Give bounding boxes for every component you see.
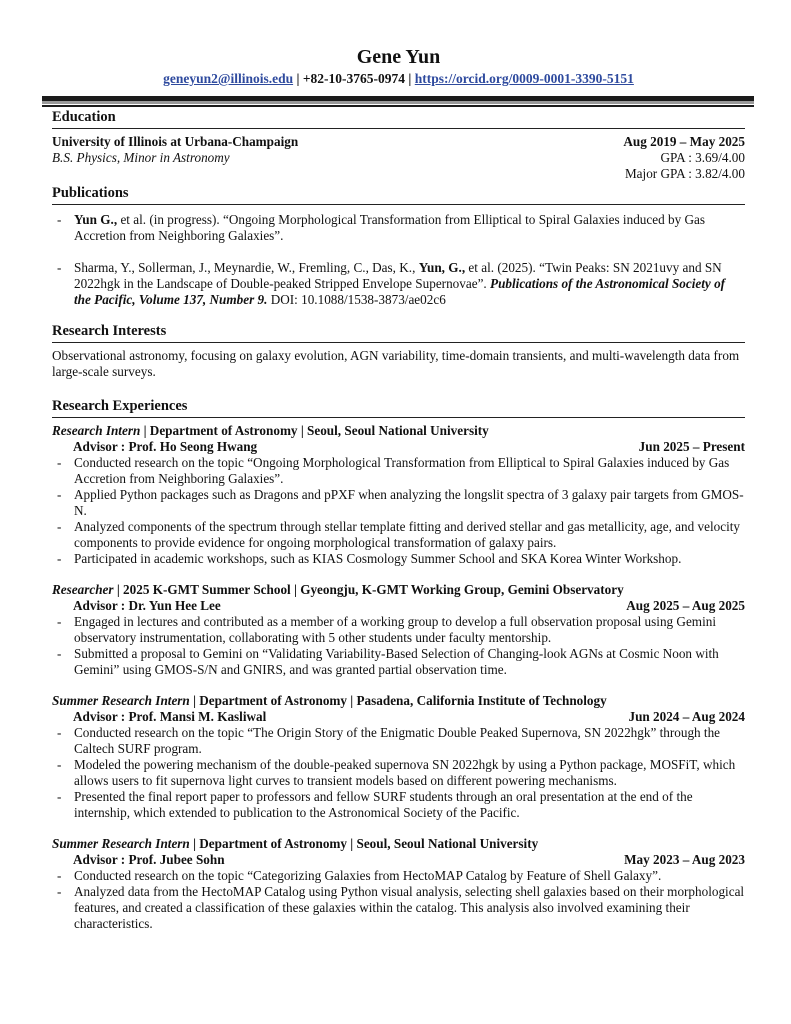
doi: DOI: 10.1088/1538-3873/ae02c6 <box>267 292 446 307</box>
experience-bullets <box>52 614 745 678</box>
gpa: GPA : 3.69/4.00 <box>660 150 745 165</box>
experience-role: Summer Research Intern <box>52 836 190 851</box>
bullet-item: - Modeled the powering mechanism of the double-peaked supernova SN 2022hgk by using a Python package, MOSFiT, which allows users to fit supernova light curves to transient models based on different powering mechanisms. <box>52 757 745 789</box>
resume-body <box>52 108 745 932</box>
orcid-link[interactable]: https://orcid.org/0009-0001-3390-5151 <box>414 71 634 86</box>
experience-role: Research Intern <box>52 423 141 438</box>
bullet-item: - Conducted research on the topic “Ongoing Morphological Transformation from Elliptical to Spiral Galaxies induced by Gas Accretion from Neighboring Galaxies”. <box>52 455 745 487</box>
resume-page <box>52 44 745 88</box>
bullet-item: - Presented the final report paper to professors and fellow SURF students through an oral presentation at the end of the internship, which extended to publication to the Astronomical Society of the Pacific. <box>52 789 745 821</box>
experience-dates: Aug 2025 – Aug 2025 <box>626 598 745 613</box>
experience-entry <box>52 836 745 932</box>
experience-role: Summer Research Intern <box>52 693 190 708</box>
separator: | <box>293 71 303 86</box>
bullet-item: - Participated in academic workshops, such as KIAS Cosmology Summer School and SKA Korea Winter Workshop. <box>52 551 745 567</box>
publication-list <box>52 212 745 308</box>
experience-entry <box>52 693 745 821</box>
experience-org: | Department of Astronomy | Seoul, Seoul National University <box>189 836 539 851</box>
experience-heading <box>52 693 745 709</box>
experience-org: | Department of Astronomy | Seoul, Seoul National University <box>140 423 489 438</box>
bullet-item: - Analyzed data from the HectoMAP Catalog using Python visual analysis, selecting shell galaxies based on their morphological features, and created a classification of these galaxies within the catalog. This analysis also involved examining their characteristics. <box>52 884 745 932</box>
experience-org: | 2025 K-GMT Summer School | Gyeongju, K-GMT Working Group, Gemini Observatory <box>113 582 624 597</box>
divider-grey <box>42 101 754 104</box>
publications-section <box>52 184 745 308</box>
education-dates: Aug 2019 – May 2025 <box>623 134 745 149</box>
advisor: Advisor : Prof. Jubee Sohn <box>73 852 225 867</box>
advisor: Advisor : Dr. Yun Hee Lee <box>73 598 221 613</box>
experience-role: Researcher <box>52 582 114 597</box>
experience-dates: Jun 2025 – Present <box>638 439 745 454</box>
phone-number: +82-10-3765-0974 <box>302 71 406 86</box>
publication-item <box>52 212 745 244</box>
bullet-item: - Engaged in lectures and contributed as a member of a working group to develop a full observation proposal using Gemini observatory instrumentation, collaborating with 5 other students under faculty mentorship. <box>52 614 745 646</box>
school-name: University of Illinois at Urbana-Champaign <box>52 134 299 149</box>
advisor: Advisor : Prof. Ho Seong Hwang <box>73 439 258 454</box>
section-title-interests: Research Interests <box>52 322 745 343</box>
experience-dates: Jun 2024 – Aug 2024 <box>628 709 745 724</box>
experience-dates: May 2023 – Aug 2023 <box>624 852 745 867</box>
bullet-item: - Analyzed components of the spectrum through stellar template fitting and derived stellar and gas metallicity, age, and velocity components to provide evidence for ongoing morphological transformation of galaxy pairs. <box>52 519 745 551</box>
interests-text: Observational astronomy, focusing on galaxy evolution, AGN variability, time-domain transients, and multi-wavelength data from large-scale surveys. <box>52 348 740 379</box>
section-title-experiences: Research Experiences <box>52 397 745 418</box>
candidate-name: Gene Yun <box>356 46 441 68</box>
publication-text: et al. (in progress). “Ongoing Morphological Transformation from Elliptical to Spiral Galaxies induced by Gas Accretion from Neighboring Galaxies”. <box>74 212 705 243</box>
degree: B.S. Physics, Minor in Astronomy <box>52 150 230 165</box>
divider-thin <box>42 105 754 107</box>
advisor-row <box>52 709 745 725</box>
separator: | <box>405 71 415 86</box>
experience-heading <box>52 582 745 598</box>
author-highlight: Yun, G., <box>418 260 466 275</box>
publication-authors: Sharma, Y., Sollerman, J., Meynardie, W., Fremling, C., Das, K., <box>74 260 419 275</box>
advisor: Advisor : Prof. Mansi M. Kasliwal <box>73 709 267 724</box>
experience-bullets <box>52 455 745 567</box>
author-highlight: Yun G., <box>74 212 118 227</box>
section-title-education: Education <box>52 108 745 129</box>
bullet-item: - Conducted research on the topic “The Origin Story of the Enigmatic Double Peaked Supernova, SN 2022hgk” through the Caltech SURF program. <box>52 725 745 757</box>
bullet-item: - Submitted a proposal to Gemini on “Validating Variability-Based Selection of Changing-look AGNs at Cosmic Noon with Gemini” using GMOS-S/N and GNIRS, and was granted partial observation time. <box>52 646 745 678</box>
major-gpa: Major GPA : 3.82/4.00 <box>624 166 745 181</box>
experience-bullets <box>52 868 745 932</box>
advisor-row <box>52 852 745 868</box>
education-row <box>52 134 745 150</box>
journal-name: Publications of the Astronomical Society of the Pacific, Volume 137, Number 9. <box>74 276 726 307</box>
bullet-item: - Conducted research on the topic “Categorizing Galaxies from HectoMAP Catalog by Feature of Shell Galaxy”. <box>52 868 745 884</box>
experience-heading <box>52 836 745 852</box>
email-link[interactable]: geneyun2@illinois.edu <box>163 71 294 86</box>
section-title-publications: Publications <box>52 184 745 205</box>
contact-line <box>52 70 745 88</box>
bullet-item: - Applied Python packages such as Dragons and pPXF when analyzing the longslit spectra of 3 galaxy pair targets from GMOS-N. <box>52 487 745 519</box>
experience-entry <box>52 423 745 567</box>
experience-heading <box>52 423 745 439</box>
education-section <box>52 108 745 182</box>
experience-entry <box>52 582 745 678</box>
experiences-section <box>52 397 745 932</box>
publication-text: et al. (2025). “Twin Peaks: SN 2021uvy and SN 2022hgk in the Landscape of Double-peaked Stripped Envelope Supernovae”. <box>74 260 722 291</box>
degree-row <box>52 150 745 166</box>
experience-org: | Department of Astronomy | Pasadena, California Institute of Technology <box>189 693 607 708</box>
experience-bullets <box>52 725 745 821</box>
advisor-row <box>52 439 745 455</box>
interests-section <box>52 322 745 380</box>
advisor-row <box>52 598 745 614</box>
publication-item <box>52 260 745 308</box>
